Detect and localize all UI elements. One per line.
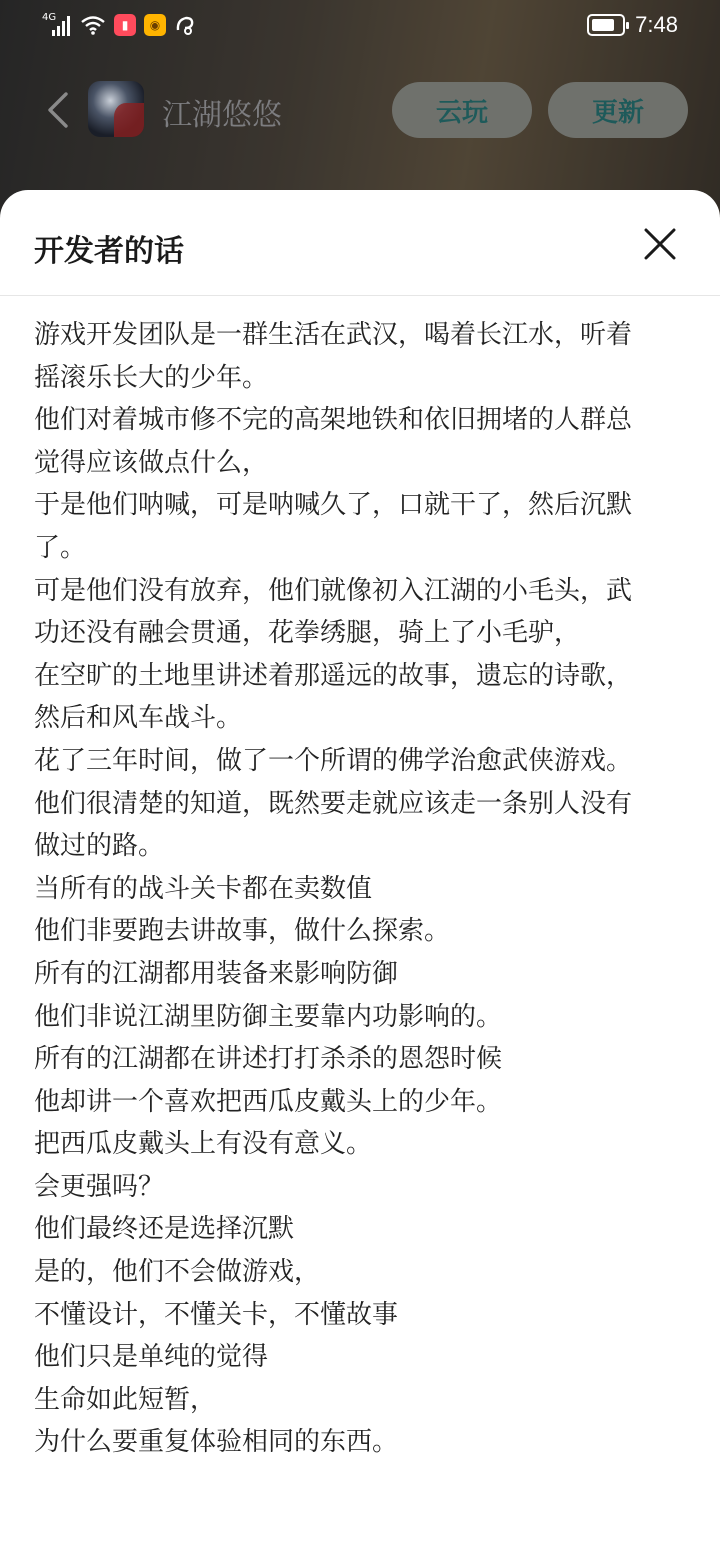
notes-line: 他们最终还是选择沉默 xyxy=(34,1214,295,1245)
game-title: 江湖悠悠 xyxy=(162,98,282,133)
notes-line: 他们非说江湖里防御主要靠内功影响的。 xyxy=(34,1001,503,1032)
book-app-icon: ▮ xyxy=(114,14,136,36)
notes-line: 功还没有融会贯通，花拳绣腿，骑上了小毛驴， xyxy=(34,618,581,649)
notes-line: 当所有的战斗关卡都在卖数值 xyxy=(34,873,373,904)
sheet-body xyxy=(0,296,720,1464)
sheet-title: 开发者的话 xyxy=(34,234,184,269)
notes-line: 生命如此短暂， xyxy=(34,1384,217,1415)
notes-line: 于是他们呐喊，可是呐喊久了，口就干了，然后沉默 xyxy=(34,490,633,521)
game-header xyxy=(0,78,720,142)
notes-line: 他们非要跑去讲故事，做什么探索。 xyxy=(34,916,451,947)
update-button[interactable]: 更新 xyxy=(548,82,688,138)
video-app-icon: ◉ xyxy=(144,14,166,36)
close-icon[interactable] xyxy=(640,224,680,264)
notes-line: 为什么要重复体验相同的东西。 xyxy=(34,1427,399,1458)
wifi-icon xyxy=(80,14,106,36)
notes-line: 摇滚乐长大的少年。 xyxy=(34,362,269,393)
notes-line: 可是他们没有放弃，他们就像初入江湖的小毛头，武 xyxy=(34,575,633,606)
notes-line: 所有的江湖都在讲述打打杀杀的恩怨时候 xyxy=(34,1044,503,1075)
notes-line: 在空旷的土地里讲述着那遥远的故事，遗忘的诗歌， xyxy=(34,660,633,691)
notes-line: 所有的江湖都用装备来影响防御 xyxy=(34,958,399,989)
status-bar xyxy=(0,0,720,54)
cloud-play-button[interactable]: 云玩 xyxy=(392,82,532,138)
notes-line: 他们对着城市修不完的高架地铁和依旧拥堵的人群总 xyxy=(34,405,633,436)
notes-line: 了。 xyxy=(34,532,87,563)
notes-line: 他却讲一个喜欢把西瓜皮戴头上的少年。 xyxy=(34,1086,503,1117)
notes-line: 花了三年时间，做了一个所谓的佛学治愈武侠游戏。 xyxy=(34,745,633,776)
notes-line: 做过的路。 xyxy=(34,831,165,862)
notes-line: 他们很清楚的知道，既然要走就应该走一条别人没有 xyxy=(34,788,633,819)
sheet-header xyxy=(0,190,720,296)
game-icon[interactable] xyxy=(88,81,144,137)
network-type: 4G xyxy=(42,12,57,23)
notes-line: 会更强吗？ xyxy=(34,1171,165,1202)
notes-line: 不懂设计，不懂关卡，不懂故事 xyxy=(34,1299,399,1330)
developer-notes-sheet xyxy=(0,190,720,1560)
notes-line: 游戏开发团队是一群生活在武汉，喝着长江水，听着 xyxy=(34,320,633,350)
notes-line: 把西瓜皮戴头上有没有意义。 xyxy=(34,1129,373,1160)
back-icon[interactable] xyxy=(40,88,76,132)
signal-icon xyxy=(42,14,72,36)
battery-icon xyxy=(587,14,625,36)
notes-line: 觉得应该做点什么， xyxy=(34,447,269,478)
status-bar-right xyxy=(587,12,678,38)
clock: 7:48 xyxy=(635,12,678,37)
notes-line: 他们只是单纯的觉得 xyxy=(34,1342,269,1373)
notes-line: 然后和风车战斗。 xyxy=(34,703,243,734)
uc-browser-icon xyxy=(174,14,196,36)
battery-level xyxy=(592,19,614,31)
notes-line: 是的，他们不会做游戏， xyxy=(34,1257,321,1288)
status-bar-left xyxy=(42,14,196,36)
